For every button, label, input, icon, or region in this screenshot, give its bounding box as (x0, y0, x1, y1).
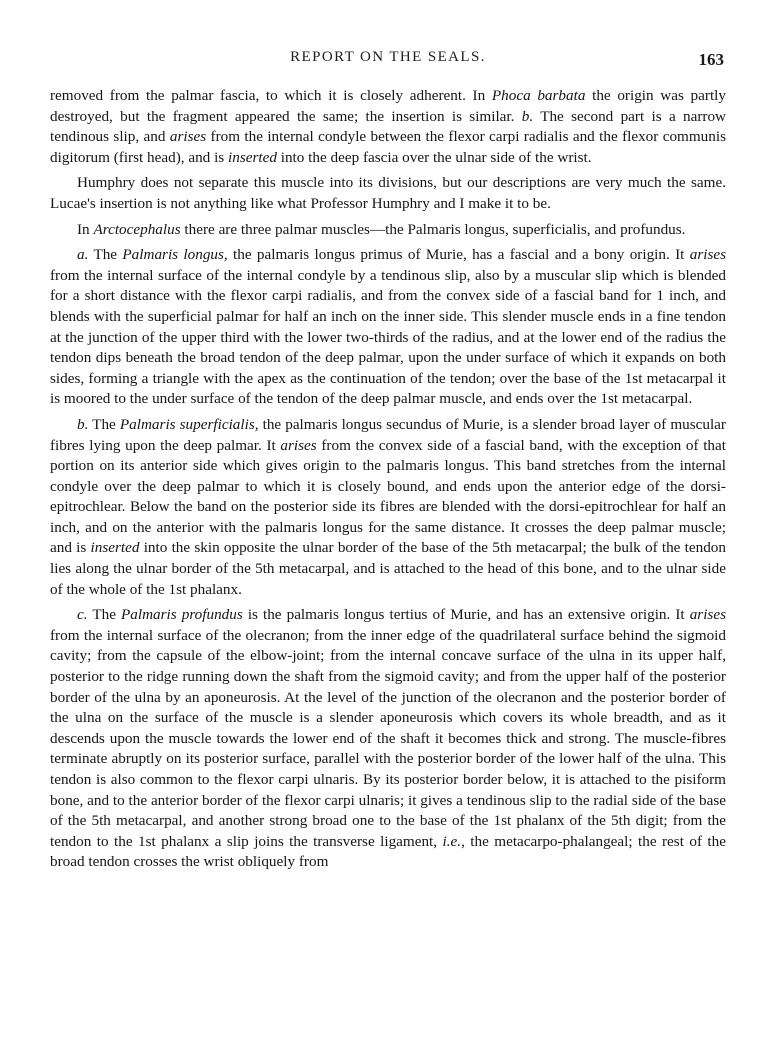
page-number: 163 (698, 50, 724, 69)
text-run: The (87, 606, 121, 624)
italic-text-run: Palmaris profundus (120, 606, 243, 624)
paragraph (50, 220, 726, 241)
italic-text-run: Palmaris longus, (122, 246, 228, 264)
italic-text-run: arises (280, 436, 317, 454)
italic-text-run: inserted (90, 539, 140, 557)
text-run: The second part is a narrow tendinous slip, and (50, 107, 727, 146)
text-run: removed from the palmar fascia, to which it is closely adherent. In (50, 87, 492, 104)
paragraph (50, 415, 726, 600)
text-run: The (88, 246, 123, 264)
italic-text-run: Arctocephalus (93, 220, 181, 238)
body-text (50, 86, 726, 873)
italic-text-run: Phoca barbata (491, 87, 586, 104)
text-run: Humphry does not separate this muscle into its divisions, but our descriptions are very much the same. Lucae's insertion is not anything like what Professor Humphry and I make it to be. (50, 174, 726, 212)
italic-text-run: arises (169, 128, 207, 146)
italic-text-run: Palmaris superficialis, (119, 415, 259, 433)
text-run: the palmaris longus primus of Murie, has a fascial and a bony origin. It (227, 246, 690, 264)
paragraph (50, 605, 726, 873)
italic-text-run: a. (77, 246, 89, 264)
italic-text-run: b. (521, 107, 534, 125)
text-run: from the internal surface of the olecranon; from the inner edge of the quadrilateral surface behind the sigmoid cavity; from the capsule of the elbow-joint; from the internal concave surface of the ulna in its upper half, posterior to the ridge running down the shaft from the sigmoid cavity; and from the upper half of the posterior border of the ulna by an aponeurosis. At the level of the junction of the olecranon and the posterior border of the ulna on the surface of the muscle is a slender aponeurosis which covers its whole breadth, and as it descends upon the muscle towards the lower end of the shaft it becomes thick and strong. The muscle-fibres terminate abruptly on its posterior surface, parallel with the posterior border of the lower half of the ulna. This tendon is also common to the flexor carpi ulnaris. By its posterior border below, it is attached to the pisiform bone, and to the anterior border of the flexor carpi ulnaris; it gives a tendinous slip to the radial side of the base of the 5th metacarpal, and another strong broad one to the base of the 1st phalanx of the 5th digit; from the tendon to the 1st phalanx a slip joins the transverse ligament, (50, 626, 726, 850)
text-run: from the convex side of a fascial band, with the exception of that portion on its anterior side which gives origin to the palmaris longus. This band stretches from the internal condyle over the deep palmar to which it is closely bound, and ends upon the anterior edge of the dorsi-epitrochlear. Below the band on the posterior side its fibres are blended with the dorsi-epitrochlear for half an inch, and on the anterior with the palmaris longus for the same distance. It crosses the deep palmar muscle; and is (50, 436, 726, 557)
text-run: The (88, 415, 120, 433)
text-run: In (77, 220, 94, 238)
paragraph (50, 245, 726, 410)
text-run: from the internal condyle between the flexor carpi radialis and the flexor communis digitorum (first head), and is (50, 128, 726, 166)
italic-text-run: inserted (228, 148, 277, 166)
text-run: the metacarpo-phalangeal; the rest of the broad tendon crosses the wrist obliquely from (50, 832, 726, 871)
italic-text-run: c. (77, 606, 88, 624)
italic-text-run: arises (689, 606, 726, 624)
text-run: into the deep fascia over the ulnar side of the wrist. (276, 148, 592, 166)
italic-text-run: arises (689, 246, 727, 264)
paragraph (50, 86, 726, 168)
text-run: from the internal surface of the internal condyle by a tendinous slip, also by a muscular slip which is blended for a short distance with the flexor carpi radialis, and from the convex side of a fascial band for 1 inch, and blends with the superficial palmar for half an inch on the inner side. This slender muscle ends in a fine tendon at the junction of the upper third with the lower two-thirds of the radius, and at the lower end of the radius the tendon dips beneath the broad tendon of the deep palmar, upon the under surface of which it expands on both sides, forming a triangle with the apex as the continuation of the tendon; over the base of the 1st metacarpal it is moored to the under surface of the tendon of the deep palmar muscle, and ends over the 1st metacarpal. (50, 266, 726, 408)
paragraph (50, 173, 726, 214)
text-run: the origin was partly destroyed, but the fragment appeared the same; the insertion is similar. (50, 87, 726, 125)
italic-text-run: i.e., (442, 832, 465, 850)
text-run: is the palmaris longus tertius of Murie, and has an extensive origin. It (242, 606, 690, 624)
italic-text-run: b. (77, 415, 89, 433)
text-run: the palmaris longus secundus of Murie, is a slender broad layer of muscular fibres lying upon the deep palmar. It (50, 415, 726, 454)
text-run: into the skin opposite the ulnar border of the base of the 5th metacarpal; the bulk of the tendon lies along the ulnar border of the 5th metacarpal, and is attached to the head of this bone, and to the ulnar side of the whole of the 1st phalanx. (50, 539, 726, 598)
page-header (0, 42, 776, 72)
running-title: REPORT ON THE SEALS. (290, 49, 486, 65)
text-run: there are three palmar muscles—the Palmaris longus, superficialis, and profundus. (180, 220, 686, 238)
